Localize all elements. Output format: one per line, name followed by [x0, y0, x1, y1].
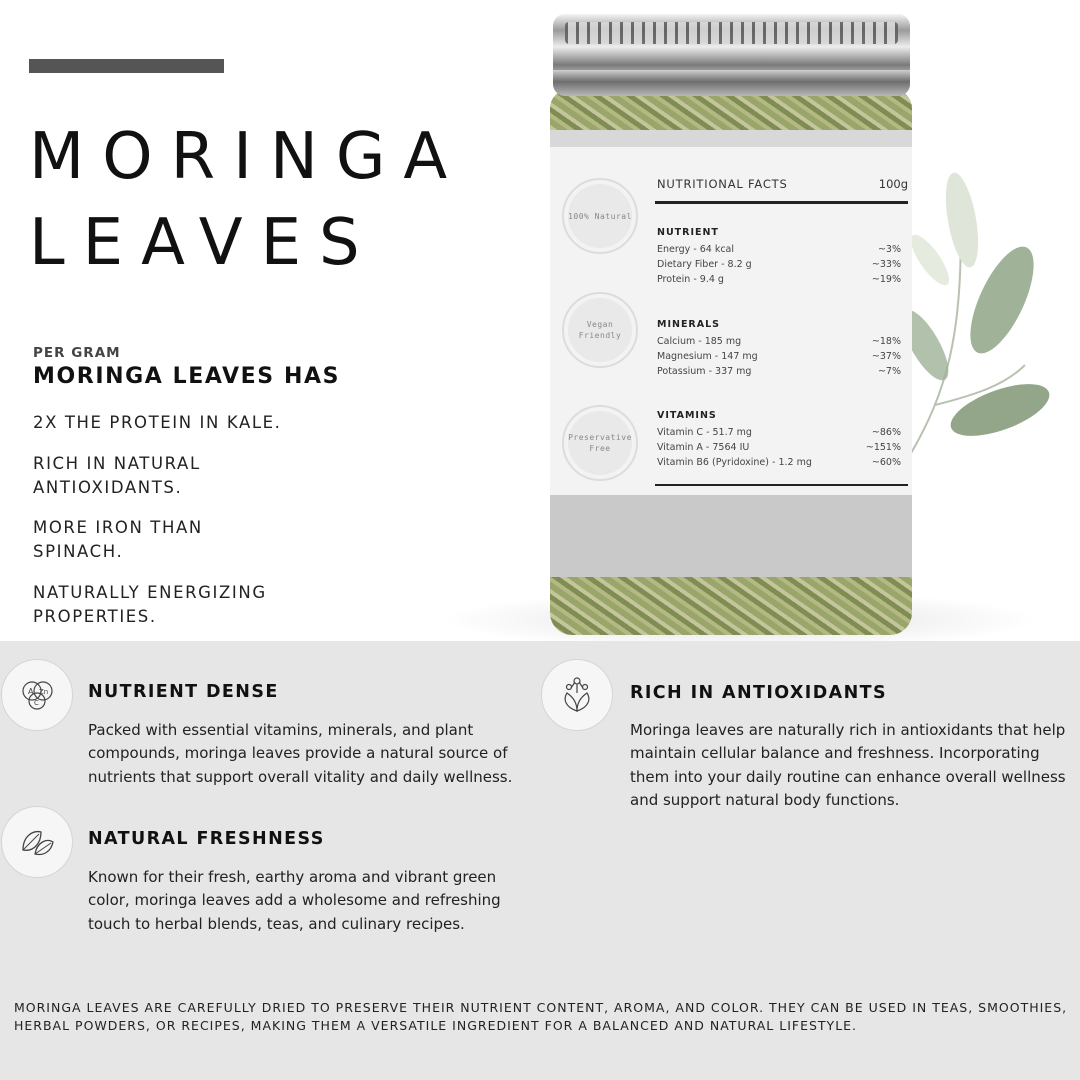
- molecule-leaf-icon: [541, 659, 613, 731]
- minerals-icon: [1, 659, 73, 731]
- benefit-item: RICH IN NATURAL ANTIOXIDANTS.: [33, 454, 201, 497]
- benefits-heading: MORINGA LEAVES HAS: [33, 364, 341, 389]
- title-line-1: MORINGA: [29, 120, 466, 194]
- svg-text:C: C: [34, 699, 39, 707]
- feature-text: Moringa leaves are naturally rich in antioxidants that help maintain cellular balance and freshness. Incorporating them into your daily routine can enhance overall wellness and support natural body functions.: [630, 721, 1066, 809]
- nutrition-section-heading: MINERALS: [657, 319, 720, 330]
- nutrition-row: Energy - 64 kcal ~3%: [657, 244, 901, 255]
- accent-bar: [29, 59, 224, 73]
- nutrition-rule-bottom: [655, 484, 908, 486]
- page-title: [29, 114, 465, 286]
- nutrition-row: Vitamin C - 51.7 mg ~86%: [657, 427, 901, 438]
- feature-text: Packed with essential vitamins, minerals, and plant compounds, moringa leaves provide a natural source of nutrients that support overall vitality and daily wellness.: [88, 721, 513, 786]
- feature-text: Known for their fresh, earthy aroma and vibrant green color, moringa leaves add a wholesome and refreshing touch to herbal blends, teas, and culinary recipes.: [88, 868, 501, 933]
- serving-size: 100g: [878, 177, 908, 191]
- benefit-item: NATURALLY ENERGIZING PROPERTIES.: [33, 583, 267, 626]
- nutrition-rule: [655, 201, 908, 204]
- svg-text:Zn: Zn: [39, 688, 49, 696]
- preservative-free-badge: Preservative Free: [562, 405, 638, 481]
- natural-badge: 100% Natural: [562, 178, 638, 254]
- nutrition-section-heading: VITAMINS: [657, 410, 717, 421]
- nutrition-row: Magnesium - 147 mg ~37%: [657, 351, 901, 362]
- nutrition-section-heading: NUTRIENT: [657, 227, 719, 238]
- benefit-item: 2X THE PROTEIN IN KALE.: [33, 413, 282, 432]
- nutrition-row: Vitamin A - 7564 IU ~151%: [657, 442, 901, 453]
- per-gram-label: PER GRAM: [33, 345, 121, 361]
- feature-title: NATURAL FRESHNESS: [88, 829, 325, 849]
- nutrition-row: Calcium - 185 mg ~18%: [657, 336, 901, 347]
- svg-text:A: A: [28, 687, 34, 696]
- leaves-icon: [1, 806, 73, 878]
- vegan-badge: Vegan Friendly: [562, 292, 638, 368]
- label-band: [550, 130, 912, 147]
- nutrition-row: Dietary Fiber - 8.2 g ~33%: [657, 259, 901, 270]
- label-bottom-band: [550, 495, 912, 577]
- nutrition-row: Vitamin B6 (Pyridoxine) - 1.2 mg ~60%: [657, 457, 901, 468]
- nutrition-row: Potassium - 337 mg ~7%: [657, 366, 901, 377]
- jar-lid: [553, 14, 910, 96]
- feature-title: NUTRIENT DENSE: [88, 682, 279, 702]
- title-line-2: LEAVES: [29, 206, 378, 280]
- footer-note: MORINGA LEAVES ARE CAREFULLY DRIED TO PRESERVE THEIR NUTRIENT CONTENT, AROMA, AND COLOR. THEY CAN BE USED IN TEAS, SMOOTHIES, HERBAL POWDERS, OR RECIPES, MAKING THEM A VERSATILE INGREDIENT FOR A BALANCED AND NATURAL LIFESTYLE.: [14, 1000, 1068, 1033]
- nutrition-row: Protein - 9.4 g ~19%: [657, 274, 901, 285]
- benefit-item: MORE IRON THAN SPINACH.: [33, 518, 203, 561]
- feature-title: RICH IN ANTIOXIDANTS: [630, 683, 887, 703]
- nutrition-facts-title: NUTRITIONAL FACTS: [657, 177, 788, 191]
- leaf-sprig-illustration: [905, 165, 1055, 465]
